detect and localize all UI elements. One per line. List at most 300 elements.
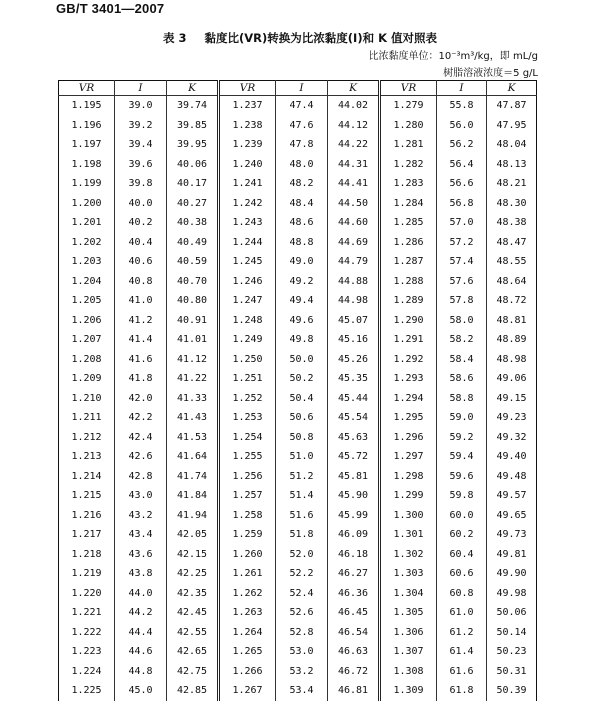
table-cell: 1.296 [380, 428, 437, 448]
table-cell: 1.201 [59, 213, 115, 233]
table-cell: 45.35 [328, 369, 380, 389]
table-cell: 1.249 [219, 330, 276, 350]
table-cell: 43.6 [115, 545, 167, 565]
table-cell: 1.223 [59, 642, 115, 662]
table-cell: 1.288 [380, 272, 437, 292]
table-row [59, 155, 537, 175]
table-cell: 59.8 [437, 486, 487, 506]
table-cell: 1.292 [380, 350, 437, 370]
table-cell: 49.0 [276, 252, 328, 272]
table-cell: 48.64 [487, 272, 537, 292]
table-cell: 1.243 [219, 213, 276, 233]
table-cell: 1.261 [219, 564, 276, 584]
column-header: K [487, 81, 537, 96]
table-cell: 1.260 [219, 545, 276, 565]
table-cell: 49.90 [487, 564, 537, 584]
table-cell: 51.4 [276, 486, 328, 506]
table-cell: 41.4 [115, 330, 167, 350]
table-row [59, 408, 537, 428]
table-cell: 42.75 [167, 662, 219, 682]
table-cell: 41.8 [115, 369, 167, 389]
table-cell: 40.49 [167, 233, 219, 253]
table-cell: 53.0 [276, 642, 328, 662]
table-cell: 40.6 [115, 252, 167, 272]
table-cell: 49.48 [487, 467, 537, 487]
table-cell: 61.8 [437, 681, 487, 701]
table-cell: 48.2 [276, 174, 328, 194]
table-cell: 1.266 [219, 662, 276, 682]
table-cell: 42.05 [167, 525, 219, 545]
table-cell: 56.6 [437, 174, 487, 194]
table-cell: 1.306 [380, 623, 437, 643]
table-cell: 51.0 [276, 447, 328, 467]
table-cell: 50.4 [276, 389, 328, 409]
table-row [59, 116, 537, 136]
table-cell: 50.39 [487, 681, 537, 701]
table-cell: 56.4 [437, 155, 487, 175]
table-cell: 58.6 [437, 369, 487, 389]
table-cell: 1.239 [219, 135, 276, 155]
table-cell: 1.222 [59, 623, 115, 643]
table-cell: 48.30 [487, 194, 537, 214]
table-row [59, 447, 537, 467]
table-cell: 48.13 [487, 155, 537, 175]
table-cell: 1.197 [59, 135, 115, 155]
table-cell: 56.8 [437, 194, 487, 214]
table-cell: 40.2 [115, 213, 167, 233]
table-row [59, 96, 537, 116]
table-cell: 42.55 [167, 623, 219, 643]
table-cell: 1.298 [380, 467, 437, 487]
concentration-note: 树脂溶液浓度＝5 g/L [443, 68, 538, 79]
table-body [59, 96, 537, 701]
table-cell: 1.304 [380, 584, 437, 604]
table-cell: 45.90 [328, 486, 380, 506]
table-row [59, 525, 537, 545]
table-cell: 40.27 [167, 194, 219, 214]
table-cell: 61.4 [437, 642, 487, 662]
table-cell: 58.8 [437, 389, 487, 409]
table-cell: 58.4 [437, 350, 487, 370]
table-cell: 1.248 [219, 311, 276, 331]
table-cell: 49.23 [487, 408, 537, 428]
table-cell: 49.81 [487, 545, 537, 565]
table-cell: 60.6 [437, 564, 487, 584]
table-cell: 39.74 [167, 96, 219, 116]
table-cell: 40.59 [167, 252, 219, 272]
table-cell: 52.4 [276, 584, 328, 604]
table-cell: 43.2 [115, 506, 167, 526]
table-number: 表 3 [163, 31, 187, 45]
table-cell: 60.8 [437, 584, 487, 604]
table-cell: 47.4 [276, 96, 328, 116]
table-cell: 44.88 [328, 272, 380, 292]
table-cell: 1.217 [59, 525, 115, 545]
table-cell: 49.73 [487, 525, 537, 545]
table-cell: 42.35 [167, 584, 219, 604]
table-cell: 1.303 [380, 564, 437, 584]
table-cell: 44.79 [328, 252, 380, 272]
table-cell: 42.25 [167, 564, 219, 584]
table-cell: 42.8 [115, 467, 167, 487]
table-cell: 41.33 [167, 389, 219, 409]
table-cell: 44.69 [328, 233, 380, 253]
table-row [59, 233, 537, 253]
table-cell: 1.244 [219, 233, 276, 253]
table-cell: 1.257 [219, 486, 276, 506]
table-cell: 48.21 [487, 174, 537, 194]
table-cell: 43.4 [115, 525, 167, 545]
table-cell: 41.2 [115, 311, 167, 331]
table-cell: 39.2 [115, 116, 167, 136]
table-cell: 48.38 [487, 213, 537, 233]
table-cell: 51.2 [276, 467, 328, 487]
table-cell: 1.302 [380, 545, 437, 565]
table-cell: 1.208 [59, 350, 115, 370]
table-cell: 49.40 [487, 447, 537, 467]
table-cell: 44.8 [115, 662, 167, 682]
table-cell: 47.95 [487, 116, 537, 136]
table-cell: 49.8 [276, 330, 328, 350]
table-cell: 60.4 [437, 545, 487, 565]
table-cell: 1.204 [59, 272, 115, 292]
table-row [59, 135, 537, 155]
table-cell: 52.0 [276, 545, 328, 565]
table-cell: 60.0 [437, 506, 487, 526]
table-cell: 46.36 [328, 584, 380, 604]
table-cell: 43.8 [115, 564, 167, 584]
table-cell: 1.282 [380, 155, 437, 175]
table-cell: 1.246 [219, 272, 276, 292]
table-row [59, 428, 537, 448]
table-title [0, 30, 600, 46]
table-cell: 40.4 [115, 233, 167, 253]
table-row [59, 330, 537, 350]
table-cell: 40.38 [167, 213, 219, 233]
table-cell: 61.2 [437, 623, 487, 643]
table-cell: 1.205 [59, 291, 115, 311]
table-cell: 57.8 [437, 291, 487, 311]
table-cell: 52.6 [276, 603, 328, 623]
table-cell: 45.54 [328, 408, 380, 428]
table-cell: 1.242 [219, 194, 276, 214]
table-cell: 44.0 [115, 584, 167, 604]
table-row [59, 545, 537, 565]
table-cell: 42.4 [115, 428, 167, 448]
table-cell: 1.241 [219, 174, 276, 194]
table-cell: 48.47 [487, 233, 537, 253]
table-cell: 1.279 [380, 96, 437, 116]
table-cell: 52.8 [276, 623, 328, 643]
table-cell: 40.70 [167, 272, 219, 292]
table-cell: 40.06 [167, 155, 219, 175]
table-cell: 41.43 [167, 408, 219, 428]
table-cell: 53.4 [276, 681, 328, 701]
unit-note: 比浓黏度单位：10⁻³m³/kg，即 mL/g [368, 51, 538, 62]
table-cell: 41.0 [115, 291, 167, 311]
table-cell: 41.84 [167, 486, 219, 506]
table-cell: 49.06 [487, 369, 537, 389]
table-row [59, 506, 537, 526]
table-cell: 44.02 [328, 96, 380, 116]
table-cell: 48.04 [487, 135, 537, 155]
table-cell: 1.210 [59, 389, 115, 409]
table-cell: 48.0 [276, 155, 328, 175]
table-cell: 1.256 [219, 467, 276, 487]
table-cell: 41.53 [167, 428, 219, 448]
table-cell: 1.289 [380, 291, 437, 311]
table-cell: 44.6 [115, 642, 167, 662]
table-cell: 1.254 [219, 428, 276, 448]
table-cell: 52.2 [276, 564, 328, 584]
table-title-text: 黏度比(VR)转换为比浓黏度(I)和 K 值对照表 [204, 31, 437, 45]
table-cell: 1.198 [59, 155, 115, 175]
table-cell: 59.4 [437, 447, 487, 467]
table-cell: 45.07 [328, 311, 380, 331]
column-header: I [276, 81, 328, 96]
table-cell: 46.45 [328, 603, 380, 623]
table-cell: 1.295 [380, 408, 437, 428]
table-cell: 46.54 [328, 623, 380, 643]
table-cell: 1.267 [219, 681, 276, 701]
table-cell: 39.8 [115, 174, 167, 194]
table-cell: 1.225 [59, 681, 115, 701]
table-cell: 1.250 [219, 350, 276, 370]
table-cell: 46.09 [328, 525, 380, 545]
table-row [59, 603, 537, 623]
table-cell: 45.16 [328, 330, 380, 350]
table-cell: 56.2 [437, 135, 487, 155]
table-cell: 47.8 [276, 135, 328, 155]
table-cell: 1.252 [219, 389, 276, 409]
table-cell: 46.81 [328, 681, 380, 701]
table-cell: 42.65 [167, 642, 219, 662]
table-cell: 49.65 [487, 506, 537, 526]
column-header: VR [59, 81, 115, 96]
table-cell: 45.26 [328, 350, 380, 370]
table-cell: 1.300 [380, 506, 437, 526]
table-cell: 1.308 [380, 662, 437, 682]
table-cell: 1.265 [219, 642, 276, 662]
table-row [59, 174, 537, 194]
table-cell: 42.0 [115, 389, 167, 409]
table-cell: 1.195 [59, 96, 115, 116]
table-cell: 39.4 [115, 135, 167, 155]
table-cell: 39.95 [167, 135, 219, 155]
table-cell: 1.220 [59, 584, 115, 604]
table-cell: 1.264 [219, 623, 276, 643]
table-cell: 45.81 [328, 467, 380, 487]
column-header: K [167, 81, 219, 96]
table-cell: 41.6 [115, 350, 167, 370]
table-cell: 59.2 [437, 428, 487, 448]
table-cell: 1.221 [59, 603, 115, 623]
table-cell: 1.247 [219, 291, 276, 311]
column-header: VR [380, 81, 437, 96]
table-cell: 1.297 [380, 447, 437, 467]
table-cell: 48.98 [487, 350, 537, 370]
table-cell: 1.255 [219, 447, 276, 467]
table-cell: 1.212 [59, 428, 115, 448]
table-cell: 41.74 [167, 467, 219, 487]
table-cell: 44.12 [328, 116, 380, 136]
table-cell: 57.4 [437, 252, 487, 272]
table-cell: 48.8 [276, 233, 328, 253]
table-cell: 1.238 [219, 116, 276, 136]
table-cell: 59.0 [437, 408, 487, 428]
table-cell: 44.98 [328, 291, 380, 311]
table-cell: 56.0 [437, 116, 487, 136]
table-cell: 48.81 [487, 311, 537, 331]
table-cell: 45.44 [328, 389, 380, 409]
table-cell: 46.72 [328, 662, 380, 682]
column-header: I [115, 81, 167, 96]
table-cell: 1.259 [219, 525, 276, 545]
table-cell: 49.57 [487, 486, 537, 506]
table-cell: 42.15 [167, 545, 219, 565]
table-cell: 50.14 [487, 623, 537, 643]
table-row [59, 467, 537, 487]
table-cell: 1.307 [380, 642, 437, 662]
table-cell: 1.202 [59, 233, 115, 253]
table-cell: 1.200 [59, 194, 115, 214]
table-cell: 57.0 [437, 213, 487, 233]
table-cell: 1.301 [380, 525, 437, 545]
table-cell: 1.216 [59, 506, 115, 526]
table-cell: 42.6 [115, 447, 167, 467]
table-cell: 49.32 [487, 428, 537, 448]
table-cell: 58.2 [437, 330, 487, 350]
table-row [59, 291, 537, 311]
table-cell: 41.94 [167, 506, 219, 526]
table-cell: 46.63 [328, 642, 380, 662]
table-cell: 48.4 [276, 194, 328, 214]
table-row [59, 213, 537, 233]
table-cell: 1.285 [380, 213, 437, 233]
column-header: I [437, 81, 487, 96]
table-cell: 61.6 [437, 662, 487, 682]
table-cell: 1.213 [59, 447, 115, 467]
table-cell: 1.291 [380, 330, 437, 350]
table-cell: 42.45 [167, 603, 219, 623]
table-cell: 41.12 [167, 350, 219, 370]
table-cell: 44.41 [328, 174, 380, 194]
table-cell: 1.215 [59, 486, 115, 506]
table-cell: 41.22 [167, 369, 219, 389]
table-cell: 50.0 [276, 350, 328, 370]
table-cell: 1.253 [219, 408, 276, 428]
table-cell: 41.64 [167, 447, 219, 467]
table-row [59, 194, 537, 214]
table-row [59, 681, 537, 701]
table-row [59, 623, 537, 643]
table-cell: 59.6 [437, 467, 487, 487]
conversion-table [58, 80, 537, 701]
table-row [59, 311, 537, 331]
table-cell: 1.219 [59, 564, 115, 584]
table-cell: 1.263 [219, 603, 276, 623]
table-cell: 1.293 [380, 369, 437, 389]
table-cell: 49.6 [276, 311, 328, 331]
table-cell: 1.290 [380, 311, 437, 331]
table-cell: 50.23 [487, 642, 537, 662]
table-cell: 48.55 [487, 252, 537, 272]
table-cell: 40.91 [167, 311, 219, 331]
table-cell: 1.284 [380, 194, 437, 214]
table-cell: 53.2 [276, 662, 328, 682]
table-cell: 1.240 [219, 155, 276, 175]
table-cell: 1.196 [59, 116, 115, 136]
table-cell: 47.87 [487, 96, 537, 116]
table-cell: 39.6 [115, 155, 167, 175]
table-cell: 1.262 [219, 584, 276, 604]
table-cell: 1.199 [59, 174, 115, 194]
table-cell: 1.209 [59, 369, 115, 389]
table-row [59, 486, 537, 506]
table-cell: 40.0 [115, 194, 167, 214]
table-cell: 40.80 [167, 291, 219, 311]
table-cell: 58.0 [437, 311, 487, 331]
table-cell: 50.2 [276, 369, 328, 389]
table-cell: 1.281 [380, 135, 437, 155]
table-cell: 50.8 [276, 428, 328, 448]
table-cell: 1.211 [59, 408, 115, 428]
table-cell: 42.85 [167, 681, 219, 701]
table-cell: 45.0 [115, 681, 167, 701]
table-row [59, 584, 537, 604]
table-cell: 1.283 [380, 174, 437, 194]
table-cell: 44.22 [328, 135, 380, 155]
table-cell: 40.8 [115, 272, 167, 292]
table-cell: 46.18 [328, 545, 380, 565]
table-cell: 45.72 [328, 447, 380, 467]
table-cell: 45.63 [328, 428, 380, 448]
table-cell: 1.237 [219, 96, 276, 116]
table-cell: 1.251 [219, 369, 276, 389]
table-cell: 44.50 [328, 194, 380, 214]
header-row [59, 81, 537, 96]
table-cell: 1.286 [380, 233, 437, 253]
table-cell: 57.2 [437, 233, 487, 253]
table-cell: 1.224 [59, 662, 115, 682]
table-cell: 57.6 [437, 272, 487, 292]
table-cell: 1.305 [380, 603, 437, 623]
table-cell: 39.85 [167, 116, 219, 136]
table-cell: 45.99 [328, 506, 380, 526]
table-cell: 49.98 [487, 584, 537, 604]
table-cell: 51.6 [276, 506, 328, 526]
table-row [59, 389, 537, 409]
table-cell: 48.89 [487, 330, 537, 350]
table-row [59, 369, 537, 389]
table-cell: 39.0 [115, 96, 167, 116]
table-cell: 44.2 [115, 603, 167, 623]
table-cell: 1.258 [219, 506, 276, 526]
table-cell: 1.206 [59, 311, 115, 331]
table-cell: 44.60 [328, 213, 380, 233]
table-cell: 1.214 [59, 467, 115, 487]
table-cell: 55.8 [437, 96, 487, 116]
table-cell: 49.4 [276, 291, 328, 311]
table-cell: 40.17 [167, 174, 219, 194]
table-row [59, 662, 537, 682]
table-row [59, 350, 537, 370]
table-cell: 50.31 [487, 662, 537, 682]
table-cell: 43.0 [115, 486, 167, 506]
table-cell: 47.6 [276, 116, 328, 136]
table-cell: 49.2 [276, 272, 328, 292]
column-header: VR [219, 81, 276, 96]
